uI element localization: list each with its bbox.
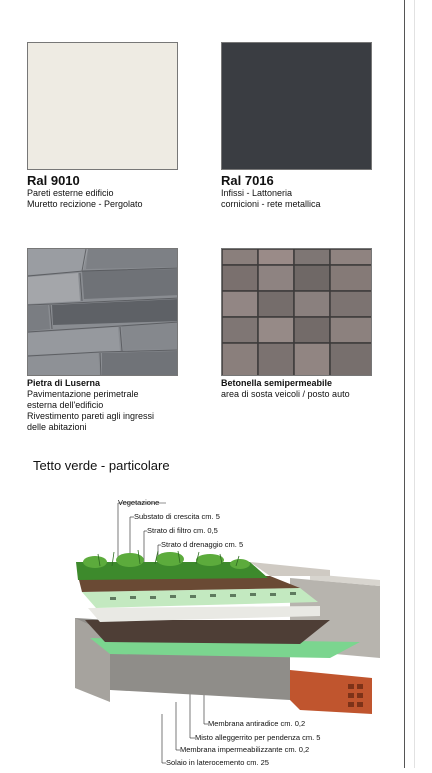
swatch-ral-9010-caption [27,173,143,210]
layer-label: Membrana antiradice cm. 0,2 [208,719,306,728]
layer-label: Membrana impermeabilizzante cm. 0,2 [180,745,310,754]
texture-betonella [221,248,372,376]
layer-label: Vegetazione [118,498,160,507]
swatch-code: Ral 7016 [221,173,274,188]
material-pietra-caption [27,378,154,433]
page-border [404,0,405,768]
material-line: area di sosta veicoli / posto auto [221,389,350,399]
texture-pietra-di-luserna [27,248,178,376]
layer-label: Misto alleggerrito per pendenza cm. 5 [195,733,321,742]
section-title: Tetto verde - particolare [33,458,170,473]
swatch-ral-9010 [27,42,178,170]
page-border-outer [414,0,415,768]
green-roof-diagram [0,488,404,768]
swatch-line: Muretto recizione - Pergolato [27,199,143,209]
layer-label: Substato di crescita cm. 5 [134,512,220,521]
swatch-line: Pareti esterne edificio [27,188,114,198]
material-line: esterna dell'edificio [27,400,104,410]
material-line: Pavimentazione perimetrale [27,389,139,399]
layer-label: Strato di filtro cm. 0,5 [147,526,218,535]
swatch-code: Ral 9010 [27,173,80,188]
stone-texture [28,249,178,376]
swatch-line: Infissi - Lattoneria [221,188,293,198]
swatch-ral-7016-caption [221,173,321,210]
material-name: Pietra di Luserna [27,378,101,388]
layer-label: Solaio in laterocemento cm. 25 [166,758,269,767]
paver-texture [222,249,372,376]
swatch-ral-7016 [221,42,372,170]
swatch-line: cornicioni - rete metallica [221,199,321,209]
material-betonella-caption [221,378,350,400]
layer-label: Strato d drenaggio cm. 5 [161,540,244,549]
material-line: delle abitazioni [27,422,87,432]
material-line: Rivestimento pareti agli ingressi [27,411,155,421]
material-name: Betonella semipermeabile [221,378,333,388]
